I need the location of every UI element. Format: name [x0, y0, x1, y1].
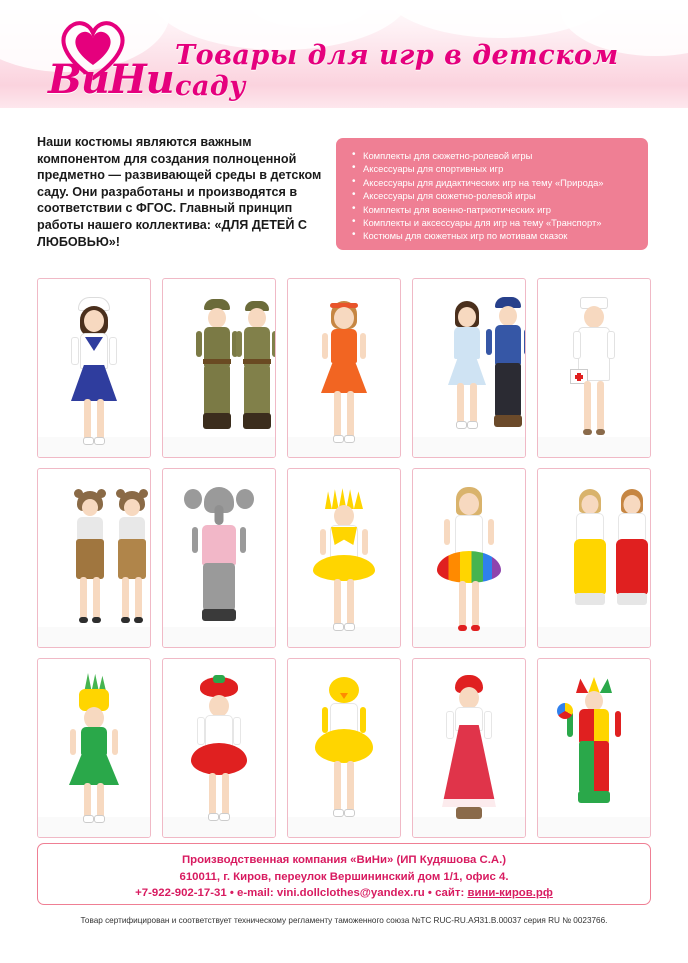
arm-left: [446, 711, 454, 739]
head: [82, 499, 98, 516]
arm-left: [486, 329, 492, 355]
elephant-ear-left: [184, 489, 202, 509]
head: [84, 707, 104, 729]
skirt: [321, 359, 367, 393]
sack-yellow: [574, 539, 606, 595]
footer-company: Производственная компания «ВиНи» (ИП Кудяшова С.А.): [181, 854, 507, 866]
legs: [208, 773, 230, 817]
figure: [447, 299, 487, 449]
chicken-hood: [329, 677, 359, 703]
category-list: [350, 149, 638, 243]
figure: [559, 677, 629, 829]
wing-left: [322, 707, 328, 733]
logo-wordmark: ВиНи: [48, 56, 174, 103]
arm-left: [196, 331, 202, 357]
list-item: • Аксессуары для сюжетно-ролевой игры: [350, 189, 638, 202]
legs: [456, 383, 478, 425]
head: [459, 687, 479, 709]
costume-sailor-girl: [37, 278, 151, 458]
head: [124, 499, 140, 516]
chicken-skirt: [315, 729, 373, 763]
boots: [203, 413, 231, 429]
shoes: [578, 791, 610, 803]
arm-left: [197, 717, 205, 745]
jester-tunic: [579, 709, 609, 743]
figure: [306, 487, 382, 639]
list-item: • Аксессуары для спортивных игр: [350, 162, 638, 175]
legs: [83, 783, 105, 819]
arm-right: [362, 529, 368, 555]
skirt: [69, 751, 119, 785]
bear-ear-left: [116, 489, 125, 498]
wing-right: [360, 707, 366, 733]
figure: [59, 297, 129, 449]
belt: [243, 359, 271, 364]
tutu-skirt: [313, 555, 375, 581]
tomato-skirt: [191, 743, 247, 775]
rainbow-skirt: [437, 551, 501, 583]
footer-site-label: сайт:: [435, 887, 465, 899]
footer-phone: +7-922-902-17-31: [135, 887, 227, 899]
head: [458, 307, 476, 327]
footer-address: 610011, г. Киров, переулок Вершининский дом 1/1, офис 4.: [179, 870, 509, 883]
head: [624, 495, 641, 514]
arm-left: [70, 729, 76, 755]
arm-left: [71, 337, 79, 365]
skirt: [448, 355, 486, 385]
figure: [564, 297, 624, 449]
head: [334, 307, 354, 329]
legs: [121, 577, 143, 619]
head: [334, 505, 354, 527]
legs: [458, 581, 480, 627]
page-title: Товары для игр в детском саду: [175, 40, 619, 102]
figure: [70, 491, 110, 639]
bear-ear-left: [74, 489, 83, 498]
arm-right: [615, 711, 621, 737]
tomato-stem: [213, 675, 225, 683]
torso: [81, 727, 107, 755]
head: [248, 308, 266, 328]
costume-elephant-boy: [162, 468, 276, 648]
trousers: [204, 365, 230, 417]
figure: [237, 299, 276, 449]
figure: [487, 297, 526, 449]
figure: [312, 677, 376, 829]
figure: [187, 677, 251, 829]
arm-right: [488, 519, 494, 545]
legs: [333, 391, 355, 439]
figure: [197, 299, 237, 449]
category-list-panel: [336, 138, 648, 250]
figure: [186, 487, 252, 639]
costume-chicken-girl: [287, 658, 401, 838]
list-item: • Костюмы для сюжетных игр по мотивам сказок: [350, 229, 638, 242]
costume-rainbow-skirt-girl: [412, 468, 526, 648]
costume-police-boy-and-girl: [412, 278, 526, 458]
figure: [612, 489, 651, 639]
legs: [79, 577, 101, 619]
skirt: [71, 365, 117, 401]
arm-right: [240, 527, 246, 553]
elephant-trunk: [215, 505, 224, 525]
shoes: [494, 415, 522, 427]
footer-separator: •: [427, 887, 432, 899]
boots: [243, 413, 271, 429]
page-header: [0, 0, 688, 122]
figure: [570, 489, 610, 639]
costume-tomato-girl: [162, 658, 276, 838]
footer-email: e-mail: vini.dollclothes@yandex.ru: [237, 887, 425, 899]
jester-trousers: [579, 741, 609, 793]
arm-right: [233, 717, 241, 745]
list-item: • Комплекты для военно-патриотических игр: [350, 203, 638, 216]
certification-note: Товар сертифицирован и соответствует техническому регламенту таможенного союза №ТС RUC-RU.АЯ31.В.00037 серия RU № 0023766.: [80, 916, 608, 925]
head: [459, 493, 479, 515]
arm-left: [236, 331, 242, 357]
arm-right: [272, 331, 276, 357]
intro-paragraph: Наши костюмы являются важным компонентом для создания полноценной предметно — развивающей среды в детском саду. Они разработаны и производятся в соответствии с ФГОС. Главный принцип работы нашего коллектива: «ДЛЯ ДЕТЕЙ С ЛЮБОВЬЮ»!: [37, 135, 322, 249]
figure: [434, 675, 504, 829]
legs: [83, 399, 105, 441]
head: [585, 691, 603, 711]
head: [84, 310, 104, 332]
costume-jester-boy: [537, 658, 651, 838]
bear-ear-right: [97, 489, 106, 498]
shoes: [456, 807, 482, 819]
arm-right: [109, 337, 117, 365]
head: [584, 306, 604, 328]
company-logo: [42, 18, 174, 110]
juggling-ball: [557, 703, 573, 719]
figure: [432, 487, 506, 639]
arm-right: [484, 711, 492, 739]
header-bottom-fade: [0, 108, 688, 122]
head: [209, 695, 229, 717]
head: [499, 306, 517, 326]
legs: [333, 761, 355, 813]
list-item: • Комплекты и аксессуары для игр на тему «Транспорт»: [350, 216, 638, 229]
head: [208, 308, 226, 328]
bear-ear-right: [139, 489, 148, 498]
arm-left: [322, 333, 328, 359]
figure: [314, 299, 374, 449]
arm-right: [112, 729, 118, 755]
list-item: • Комплекты для сюжетно-ролевой игры: [350, 149, 638, 162]
jumpsuit-chest: [202, 525, 236, 565]
costume-pineapple-girl: [37, 658, 151, 838]
legs: [583, 381, 605, 431]
head: [582, 495, 599, 514]
footer-separator: •: [229, 887, 234, 899]
trousers: [495, 363, 521, 417]
arm-left: [192, 527, 198, 553]
overalls: [76, 539, 104, 579]
sack-red: [616, 539, 648, 595]
costume-sack-race-two-girls: [537, 468, 651, 648]
costume-doctor-girl: [537, 278, 651, 458]
shoes: [575, 593, 605, 605]
costume-military-two-boys: [162, 278, 276, 458]
arm-left: [320, 529, 326, 555]
torso: [495, 325, 521, 365]
legs: [333, 579, 355, 627]
footer-contacts: [37, 843, 651, 905]
trousers: [244, 365, 270, 417]
figure: [62, 677, 126, 829]
figure: [112, 491, 151, 639]
overalls: [118, 539, 146, 579]
arm-right: [524, 329, 526, 355]
jumpsuit-legs: [203, 563, 235, 611]
dress-hem: [442, 799, 496, 807]
arm-left: [444, 519, 450, 545]
footer-contact-row: [38, 885, 650, 902]
list-item: • Аксессуары для дидактических игр на тему «Природа»: [350, 176, 638, 189]
elephant-ear-right: [236, 489, 254, 509]
arm-left: [573, 331, 581, 359]
costume-sun-girl: [287, 468, 401, 648]
costume-bear-cubs-two-children: [37, 468, 151, 648]
arm-right: [607, 331, 615, 359]
shoes: [617, 593, 647, 605]
costume-russian-sarafan-girl: [412, 658, 526, 838]
arm-right: [360, 333, 366, 359]
torso: [454, 327, 480, 359]
belt: [203, 359, 231, 364]
torso: [331, 329, 357, 363]
shoes: [202, 609, 236, 621]
costume-orange-dress-girl: [287, 278, 401, 458]
costume-gallery: [37, 278, 651, 838]
footer-site-link[interactable]: вини-киров.рф: [467, 887, 553, 899]
